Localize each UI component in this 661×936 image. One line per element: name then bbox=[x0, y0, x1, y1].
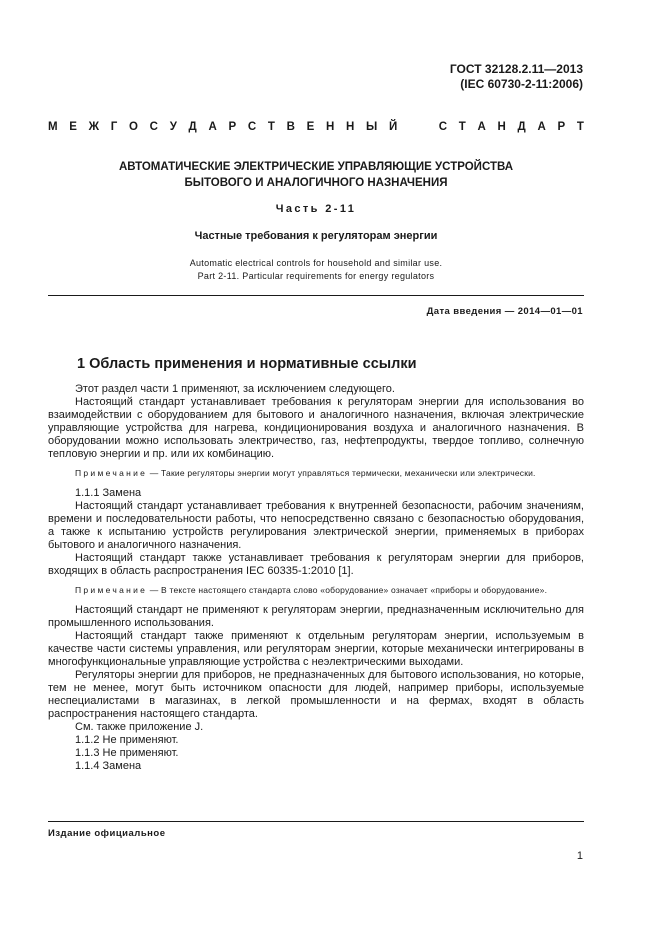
banner-letter: Р bbox=[228, 121, 237, 133]
banner-letter: А bbox=[477, 121, 486, 133]
section-heading: 1 Область применения и нормативные ссылки bbox=[77, 356, 417, 372]
title-line-1: АВТОМАТИЧЕСКИЕ ЭЛЕКТРИЧЕСКИЕ УПРАВЛЯЮЩИЕ УСТРОЙСТВА bbox=[118, 161, 514, 173]
subclause-heading: 1.1.2 Не применяют. bbox=[75, 734, 179, 746]
paragraph: Настоящий стандарт устанавливает требования к регуляторам энергии для использования во взаимодействии с оборудованием для бытового и аналогичного назначения, включая электрические управляющие устройства для нагрева, кондиционирования воздуха и аналогичного назначения. В оборудовании можно использовать электричество, газ, нефтепродукты, твердое топливо, солнечную тепловую энергии и пр. или их комбинацию. bbox=[48, 396, 584, 460]
page-number: 1 bbox=[576, 850, 583, 862]
english-title-line-1: Automatic electrical controls for household and similar use. bbox=[189, 258, 443, 268]
banner-letter: Е bbox=[69, 121, 77, 133]
banner-letter: М bbox=[48, 121, 58, 133]
footer-divider bbox=[48, 821, 584, 822]
iec-number: (IEC 60730-2-11:2006) bbox=[460, 77, 583, 91]
paragraph: Этот раздел части 1 применяют, за исключением следующего. bbox=[75, 383, 395, 395]
banner-letter: Г bbox=[110, 121, 118, 133]
banner-letter: Й bbox=[388, 121, 398, 133]
banner-letter: Т bbox=[458, 121, 466, 133]
banner-letter: Д bbox=[188, 121, 197, 133]
standard-number: ГОСТ 32128.2.11—2013 bbox=[449, 62, 583, 76]
subclause-heading: 1.1.3 Не применяют. bbox=[75, 747, 179, 759]
subclause-heading: 1.1.4 Замена bbox=[75, 760, 142, 772]
note-text: — В тексте настоящего стандарта слово «оборудование» означает «приборы и оборудование». bbox=[147, 585, 548, 595]
banner-letter bbox=[409, 120, 412, 134]
banner-letter: А bbox=[208, 121, 217, 133]
banner-letter: Т bbox=[267, 121, 275, 133]
subclause-heading: 1.1.1 Замена bbox=[75, 487, 142, 499]
body-text bbox=[48, 383, 584, 773]
banner-letter: А bbox=[537, 121, 546, 133]
banner-letter: О bbox=[129, 121, 138, 133]
part-number: Часть 2-11 bbox=[275, 203, 357, 215]
paragraph: Настоящий стандарт также применяют к отдельным регуляторам энергии, используемым в качестве части системы управления, или регуляторам энергии, которые механически интегрированы в многофункциональные управляющие устройства с неэлектрическими выходами. bbox=[48, 630, 584, 668]
part-title: Частные требования к регуляторам энергии bbox=[194, 230, 438, 242]
paragraph: См. также приложение J. bbox=[75, 721, 204, 733]
banner-letter: У bbox=[169, 121, 177, 133]
banner-letter: Н bbox=[497, 121, 506, 133]
interstate-standard-banner bbox=[48, 120, 584, 134]
banner-letter: С bbox=[149, 121, 158, 133]
banner-letter: С bbox=[438, 121, 448, 133]
banner-letter: Т bbox=[576, 121, 584, 133]
header-divider bbox=[48, 295, 584, 296]
banner-letter: Р bbox=[557, 121, 566, 133]
note-text: — Такие регуляторы энергии могут управляться термически, механически или электрически. bbox=[147, 468, 536, 478]
note-label: Примечание bbox=[75, 585, 148, 595]
note-label: Примечание bbox=[75, 468, 148, 478]
banner-letter: Ы bbox=[366, 121, 378, 133]
banner-letter: Н bbox=[325, 121, 335, 133]
banner-letter: Ж bbox=[88, 121, 100, 133]
introduction-date: Дата введения — 2014—01—01 bbox=[426, 306, 583, 317]
note bbox=[48, 584, 584, 597]
note bbox=[48, 467, 584, 480]
paragraph: Настоящий стандарт не применяют к регуляторам энергии, предназначенным исключительно для промышленного использования. bbox=[48, 604, 584, 629]
paragraph: Настоящий стандарт устанавливает требования к внутренней безопасности, рабочим значениям, времени и последовательности работы, что непосредственно связано с безопасностью оборудования, а также к испытанию устройств регулирования электрической энергии, применяемых в приборах бытового и аналогичного назначения. bbox=[48, 500, 584, 551]
paragraph: Регуляторы энергии для приборов, не предназначенных для бытового использования, но которые, тем не менее, могут быть источником опасности для людей, например приборы, используемые неспециалистами в магазинах, в легкой промышленности и на фермах, входят в область распространения настоящего стандарта. bbox=[48, 669, 584, 720]
banner-letter bbox=[424, 120, 427, 134]
banner-letter: Е bbox=[306, 121, 315, 133]
paragraph: Настоящий стандарт также устанавливает требования к регуляторам энергии для приборов, входящих в область распространения IEC 60335-1:2010 [1]. bbox=[48, 552, 584, 577]
title-line-2: БЫТОВОГО И АНАЛОГИЧНОГО НАЗНАЧЕНИЯ bbox=[184, 177, 448, 189]
official-edition-label: Издание официальное bbox=[48, 828, 166, 839]
english-title-line-2: Part 2-11. Particular requirements for energy regulators bbox=[197, 271, 435, 281]
banner-letter: Д bbox=[517, 121, 526, 133]
banner-letter: В bbox=[286, 121, 295, 133]
banner-letter: С bbox=[247, 121, 257, 133]
banner-letter: Н bbox=[346, 121, 355, 133]
